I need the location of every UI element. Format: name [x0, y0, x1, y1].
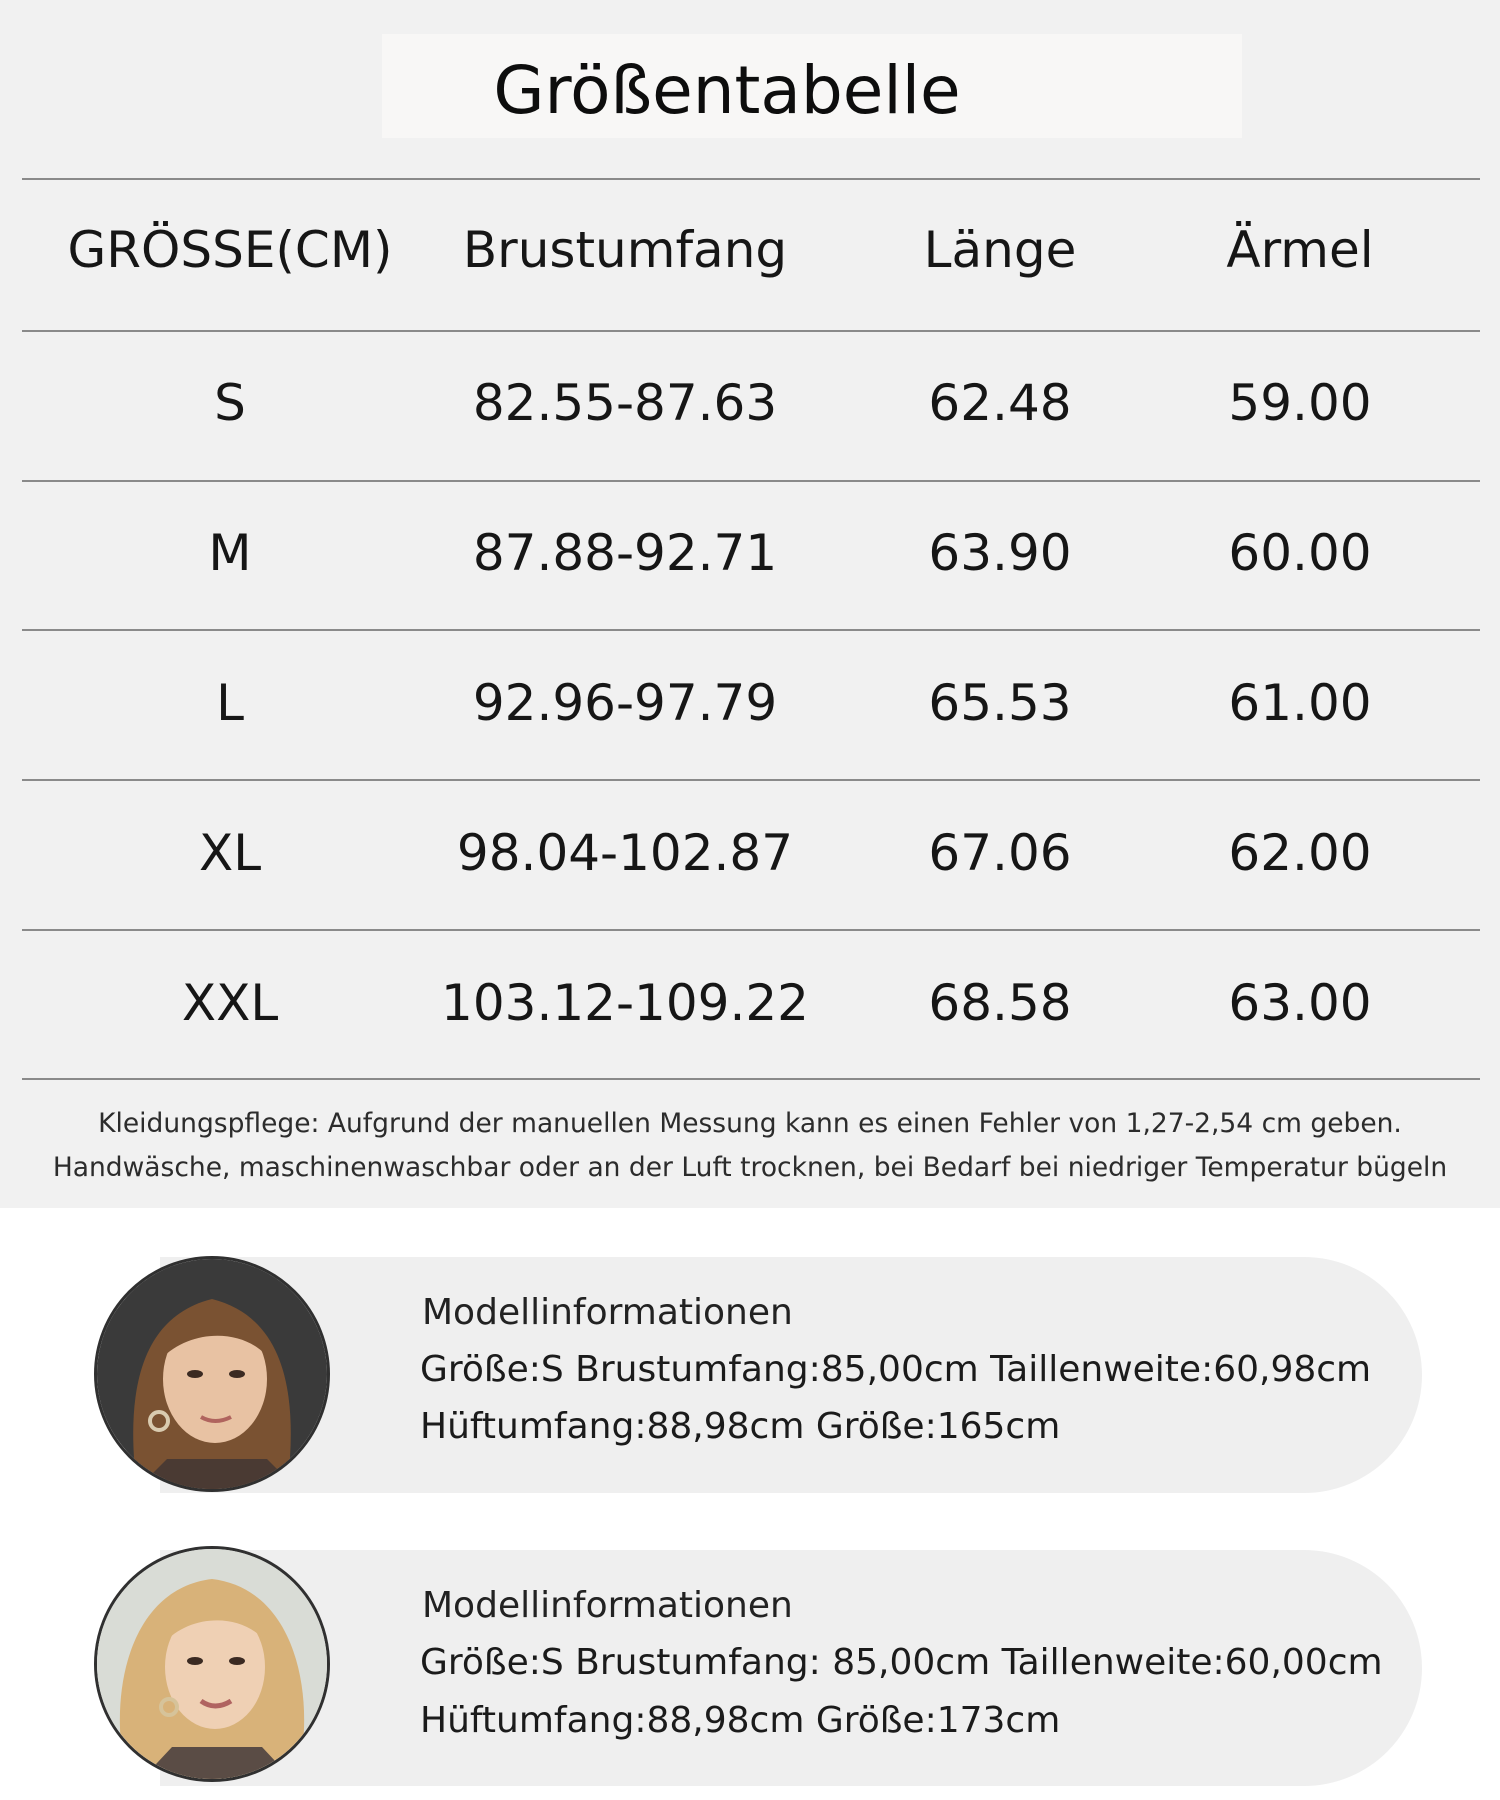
size-cell: S	[214, 374, 246, 432]
header-size: GRÖSSE(CM)	[67, 221, 393, 279]
header-chest: Brustumfang	[462, 221, 788, 279]
model-info-line-2: Hüftumfang:88,98cm Größe:173cm	[420, 1700, 1061, 1741]
length-cell: 68.58	[928, 974, 1072, 1032]
chest-cell: 103.12-109.22	[441, 974, 809, 1032]
sleeve-cell: 63.00	[1228, 974, 1372, 1032]
model-info-line-1: Größe:S Brustumfang:85,00cm Taillenweite:60,98cm	[420, 1349, 1372, 1390]
chest-cell: 87.88-92.71	[472, 524, 778, 582]
table-bottom-rule	[22, 1078, 1480, 1080]
model-avatar	[94, 1546, 330, 1782]
length-cell: 65.53	[928, 674, 1072, 732]
size-cell: M	[208, 524, 252, 582]
chest-cell: 92.96-97.79	[472, 674, 778, 732]
sleeve-cell: 61.00	[1228, 674, 1372, 732]
model-avatar	[94, 1256, 330, 1492]
sleeve-cell: 60.00	[1228, 524, 1372, 582]
header-length: Länge	[923, 221, 1077, 279]
length-cell: 67.06	[928, 824, 1072, 882]
length-cell: 62.48	[928, 374, 1072, 432]
care-note-line-1: Kleidungspflege: Aufgrund der manuellen Messung kann es einen Fehler von 1,27-2,54 cm geben.	[98, 1108, 1402, 1139]
chest-cell: 98.04-102.87	[456, 824, 794, 882]
sleeve-cell: 59.00	[1228, 374, 1372, 432]
model-info-heading: Modellinformationen	[422, 1292, 793, 1333]
model-info-line-2: Hüftumfang:88,98cm Größe:165cm	[420, 1406, 1061, 1447]
size-cell: L	[216, 674, 244, 732]
model-portrait-icon	[97, 1259, 327, 1489]
model-info-line-1: Größe:S Brustumfang: 85,00cm Taillenweite:60,00cm	[420, 1642, 1383, 1683]
chest-cell: 82.55-87.63	[472, 374, 778, 432]
model-info-heading: Modellinformationen	[422, 1585, 793, 1626]
header-sleeve: Ärmel	[1226, 221, 1374, 279]
sleeve-cell: 62.00	[1228, 824, 1372, 882]
length-cell: 63.90	[928, 524, 1072, 582]
model-portrait-icon	[97, 1549, 327, 1779]
page-title: Größentabelle	[493, 52, 961, 129]
size-cell: XXL	[181, 974, 279, 1032]
size-cell: XL	[198, 824, 262, 882]
care-note-line-2: Handwäsche, maschinenwaschbar oder an der Luft trocknen, bei Bedarf bei niedriger Temperatur bügeln	[52, 1152, 1448, 1183]
